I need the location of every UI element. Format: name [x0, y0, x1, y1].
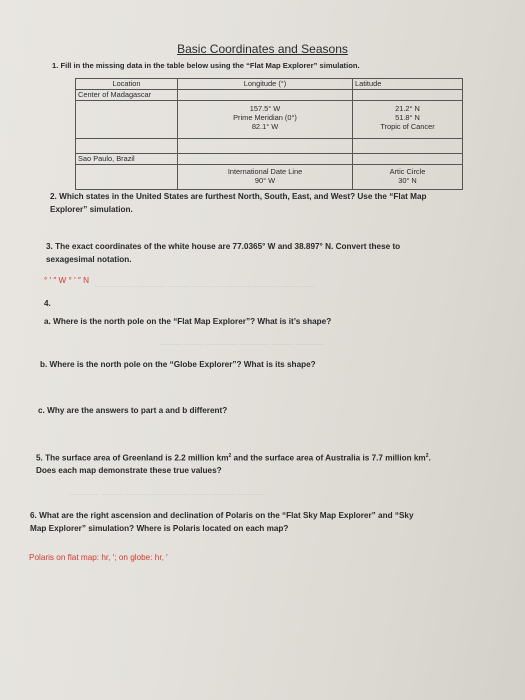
- question-4c: c. Why are the answers to part a and b different?: [38, 406, 228, 415]
- question-3-line: 3. The exact coordinates of the white house are 77.0365° W and 38.897° N. Convert these to: [46, 242, 401, 251]
- cell-longitude: [178, 139, 353, 154]
- cell-location: [76, 101, 178, 139]
- question-6-line: 6. What are the right ascension and declination of Polaris on the “Flat Sky Map Explorer” and “Sky: [30, 511, 414, 520]
- cell-location: Sao Paulo, Brazil: [76, 154, 178, 165]
- cell-longitude: [178, 90, 353, 101]
- question-4a: a. Where is the north pole on the “Flat Map Explorer”? What is it’s shape?: [44, 317, 332, 326]
- table-row: [76, 154, 463, 165]
- superscript: 2: [228, 453, 232, 459]
- cell-value: 90° W: [254, 176, 276, 185]
- question-6: [30, 510, 414, 535]
- superscript: 2: [425, 453, 429, 459]
- question-5-text: .: [428, 453, 431, 463]
- table-row: [76, 165, 463, 190]
- bleed-through-text: ─────── ───── ──── ─── ─────── ──── ──── ──: [95, 282, 315, 291]
- question-5: [36, 450, 431, 478]
- cell-longitude-block: [178, 165, 353, 190]
- question-2-line: Explorer” simulation.: [50, 204, 133, 214]
- question-2-line: 2. Which states in the United States are furthest North, South, East, and West? Use the “Flat Map: [50, 192, 427, 201]
- cell-latitude-block: [353, 101, 463, 139]
- question-3-line: sexagesimal notation.: [46, 254, 132, 264]
- question-1: 1. Fill in the missing data in the table below using the “Flat Map Explorer” simulation.: [52, 61, 360, 70]
- cell-value: 51.8° N: [395, 113, 420, 122]
- cell-longitude-block: [178, 101, 353, 139]
- question-4: 4.: [44, 299, 51, 308]
- cell-value: 21.2° N: [395, 104, 420, 113]
- cell-value: Artic Circle: [389, 167, 426, 176]
- cell-latitude: [353, 90, 463, 101]
- question-6-line: Map Explorer” simulation? Where is Polaris located on each map?: [30, 523, 289, 533]
- question-2: [50, 191, 427, 216]
- cell-value: International Date Line: [227, 167, 303, 176]
- table-row: [76, 139, 463, 154]
- header-location: Location: [76, 79, 178, 90]
- question-4b: b. Where is the north pole on the “Globe Explorer”? What is its shape?: [40, 360, 316, 369]
- question-5-line: [36, 450, 431, 465]
- table-row: [76, 101, 463, 139]
- cell-location: [76, 165, 178, 190]
- question-5-line: Does each map demonstrate these true values?: [36, 466, 222, 476]
- question-3-answer: ° ′ ″ W ° ′ ″ N: [44, 276, 89, 285]
- question-6-answer: Polaris on flat map: hr, ′; on globe: hr, ′: [29, 553, 168, 562]
- table-header-row: [76, 79, 463, 90]
- cell-latitude-block: [353, 165, 463, 190]
- cell-longitude: [178, 154, 353, 165]
- coordinates-table: [75, 78, 463, 190]
- cell-value: 30° N: [398, 176, 417, 185]
- cell-latitude: [353, 154, 463, 165]
- cell-value: Prime Meridian (0°): [233, 113, 297, 122]
- cell-value: 157.5° W: [249, 104, 281, 113]
- cell-value: 82.1° W: [251, 122, 279, 131]
- cell-location: Center of Madagascar: [76, 90, 178, 101]
- table-row: [76, 90, 463, 101]
- cell-value: Tropic of Cancer: [380, 122, 435, 131]
- bleed-through-text: ───── ──── ──── ─────── ─── ──── ─────: [70, 490, 265, 499]
- cell-location: [76, 139, 178, 154]
- header-latitude: Latitude: [353, 79, 463, 90]
- question-5-text: and the surface area of Australia is 7.7 million km: [231, 453, 426, 463]
- question-5-text: 5. The surface area of Greenland is 2.2 million km: [36, 453, 229, 463]
- cell-latitude: [353, 139, 463, 154]
- question-3: [46, 241, 400, 266]
- page-title: Basic Coordinates and Seasons: [177, 42, 348, 56]
- header-longitude: Longitude (°): [178, 79, 353, 90]
- bleed-through-text: ──── ─── ────── ───── ──── ─────: [160, 340, 325, 349]
